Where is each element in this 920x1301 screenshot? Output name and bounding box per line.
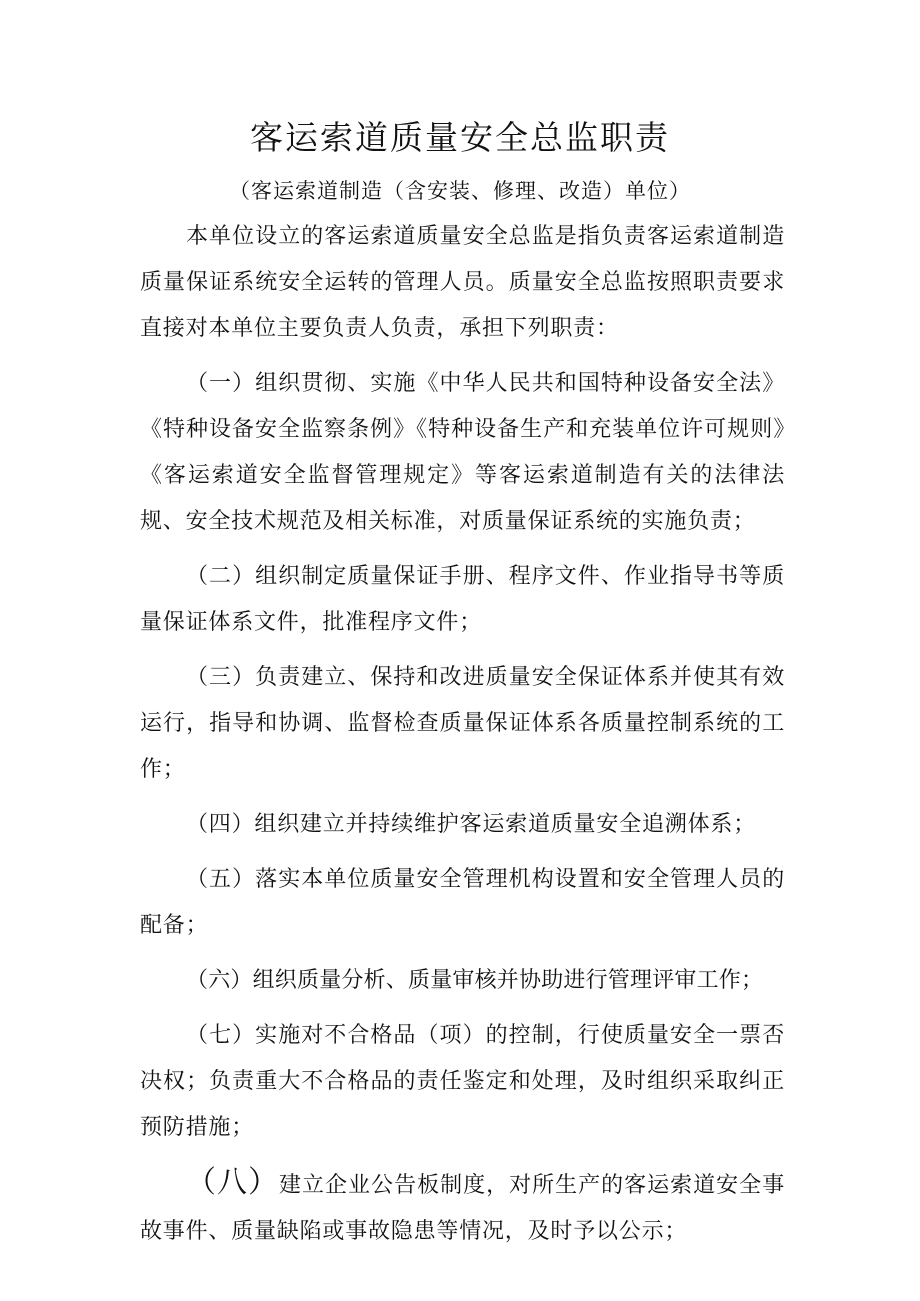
duty-item-5: （五）落实本单位质量安全管理机构设置和安全管理人员的配备； xyxy=(140,867,785,938)
duty-item-4: （四）组织建立并持续维护客运索道质量安全追溯体系； xyxy=(186,812,757,837)
document-title: 客运索道质量安全总监职责 xyxy=(250,118,670,157)
duty-item-7: （七）实施对不合格品（项）的控制，行使质量安全一票否决权；负责重大不合格品的责任鉴定和处理，及时组织采取纠正预防措施； xyxy=(140,1023,785,1140)
document-subtitle: （客运索道制造（含安装、修理、改造）单位） xyxy=(229,179,691,203)
duty-item-6: （六）组织质量分析、质量审核并协助进行管理评审工作； xyxy=(186,968,764,993)
duty-item-8 xyxy=(140,1160,785,1255)
document-body xyxy=(140,214,785,1264)
intro-paragraph: 本单位设立的客运索道质量安全总监是指负责客运索道制造质量保证系统安全运转的管理人员。质量安全总监按照职责要求直接对本单位主要负责人负责，承担下列职责： xyxy=(140,224,785,341)
duty-item-2: （二）组织制定质量保证手册、程序文件、作业指导书等质量保证体系文件，批准程序文件； xyxy=(140,564,785,635)
duty-item-8-text: 建立企业公告板制度，对所生产的客运索道安全事故事件、质量缺陷或事故隐患等情况，及时予以公示； xyxy=(140,1173,785,1244)
duty-item-3: （三）负责建立、保持和改进质量安全保证体系并使其有效运行，指导和协调、监督检查质量保证体系各质量控制系统的工作； xyxy=(140,665,785,782)
duty-item-8-label: （八） xyxy=(186,1165,280,1200)
duty-item-1: （一）组织贯彻、实施《中华人民共和国特种设备安全法》《特种设备安全监察条例》《特种设备生产和充装单位许可规则》《客运索道安全监督管理规定》等客运索道制造有关的法律法规、安全技术规范及相关标准，对质量保证系统的实施负责； xyxy=(140,371,785,534)
